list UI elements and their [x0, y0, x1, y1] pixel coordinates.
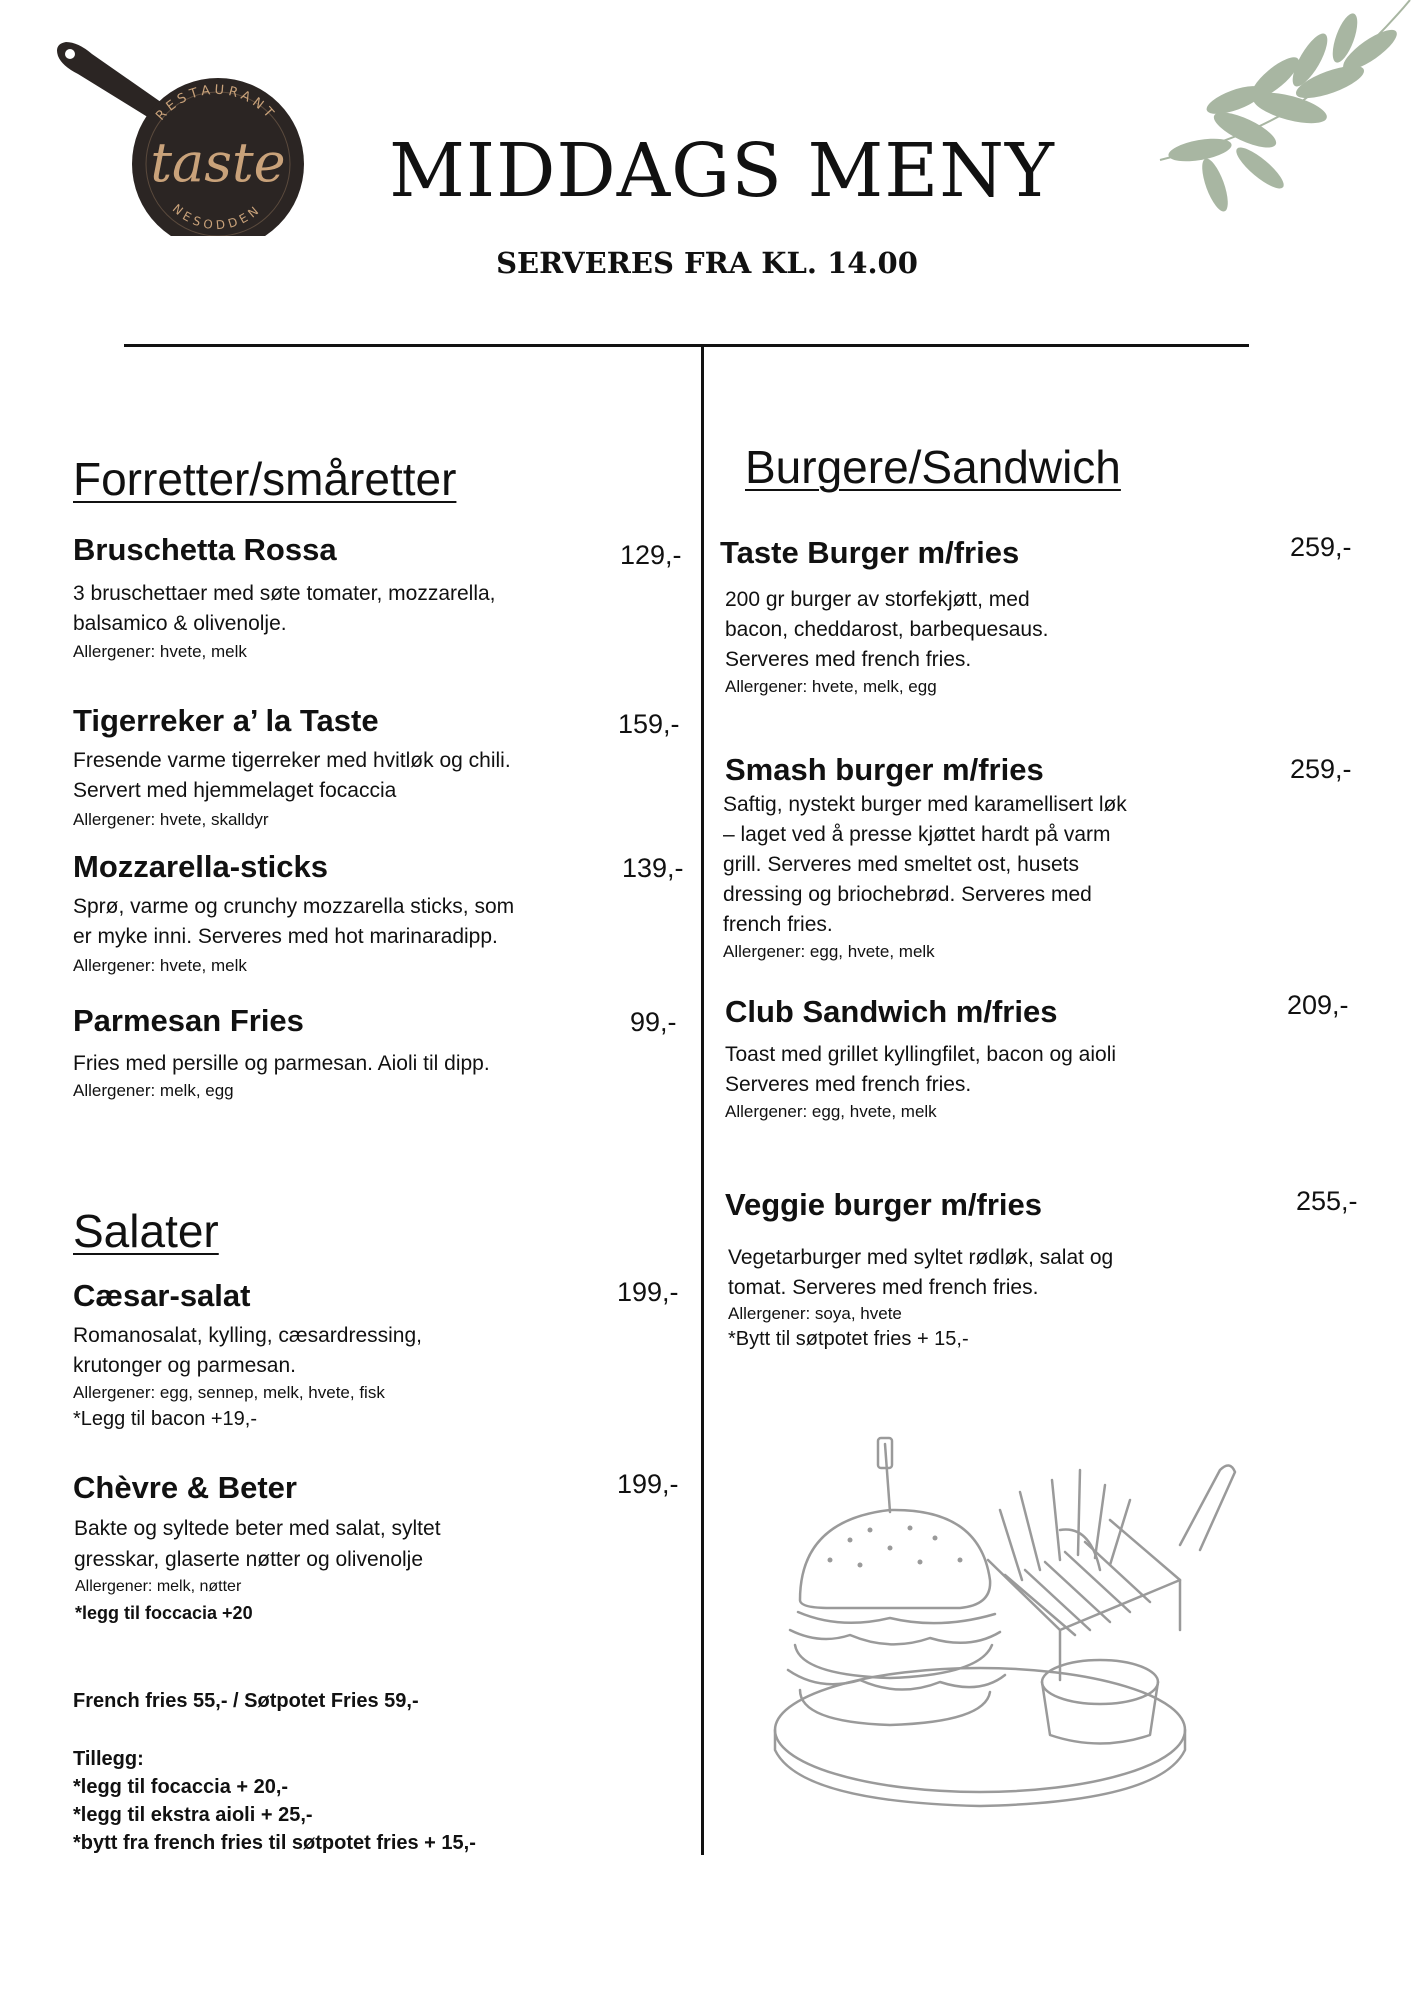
- item-allergens: Allergener: soya, hvete: [728, 1304, 902, 1323]
- item-name: Tigerreker a’ la Taste: [73, 703, 379, 738]
- item-desc-line: tomat. Serveres med french fries.: [728, 1276, 1039, 1299]
- column-divider: [701, 345, 704, 1855]
- item-price: 159,-: [618, 709, 680, 739]
- item-name: Mozzarella-sticks: [73, 849, 328, 884]
- item-name: Cæsar-salat: [73, 1278, 251, 1313]
- item-extra: *Bytt til søtpotet fries + 15,-: [728, 1328, 969, 1350]
- item-name: Bruschetta Rossa: [73, 532, 337, 567]
- item-desc-line: gresskar, glaserte nøtter og olivenolje: [74, 1548, 424, 1571]
- item-price: 199,-: [617, 1277, 679, 1307]
- item-extra: *Legg til bacon +19,-: [73, 1408, 258, 1430]
- item-desc-line: Saftig, nystekt burger med karamellisert løk: [723, 793, 1127, 816]
- item-desc-line: Toast med grillet kyllingfilet, bacon og aioli: [725, 1043, 1117, 1066]
- item-price: 199,-: [617, 1469, 679, 1499]
- extras-heading: Tillegg:: [73, 1748, 144, 1770]
- item-desc-line: balsamico & olivenolje.: [73, 612, 287, 635]
- item-desc-line: Serveres med french fries.: [725, 648, 972, 671]
- extras-line: *legg til focaccia + 20,-: [73, 1776, 289, 1798]
- logo-arc-bottom: NESODDEN: [169, 201, 265, 233]
- item-desc-line: grill. Serveres med smeltet ost, husets: [723, 853, 1079, 876]
- item-desc-line: Fries med persille og parmesan. Aioli til dipp.: [73, 1052, 490, 1075]
- page-title: MIDDAGS MENY: [389, 128, 1055, 214]
- item-price: 209,-: [1287, 990, 1349, 1020]
- item-price: 255,-: [1296, 1186, 1358, 1216]
- item-allergens: Allergener: hvete, melk: [73, 956, 247, 975]
- item-allergens: Allergener: egg, hvete, melk: [725, 1102, 937, 1121]
- item-allergens: Allergener: hvete, melk, egg: [725, 677, 937, 696]
- item-desc-line: Serveres med french fries.: [725, 1073, 972, 1096]
- item-allergens: Allergener: hvete, skalldyr: [73, 810, 269, 829]
- item-name: Parmesan Fries: [73, 1003, 304, 1038]
- extras-line: *legg til ekstra aioli + 25,-: [73, 1804, 313, 1826]
- item-desc-line: bacon, cheddarost, barbequesaus.: [725, 618, 1049, 641]
- item-desc-line: 3 bruschettaer med søte tomater, mozzarella,: [73, 582, 496, 605]
- item-desc-line: Bakte og syltede beter med salat, syltet: [74, 1517, 441, 1540]
- logo-arc-top: RESTAURANT: [153, 82, 279, 124]
- item-desc-line: er myke inni. Serveres med hot marinaradipp.: [73, 925, 498, 948]
- item-desc-line: Vegetarburger med syltet rødløk, salat og: [728, 1246, 1114, 1269]
- item-desc-line: Sprø, varme og crunchy mozzarella sticks, som: [73, 895, 515, 918]
- item-price: 259,-: [1290, 754, 1352, 784]
- burger-and-fries-illustration: [760, 1430, 1240, 1810]
- section-title-salads: Salater: [73, 1205, 219, 1257]
- item-name: Veggie burger m/fries: [725, 1187, 1042, 1222]
- leaves-icon: [1140, 0, 1414, 215]
- item-name: Club Sandwich m/fries: [725, 994, 1058, 1029]
- section-title-starters: Forretter/småretter: [73, 453, 457, 505]
- item-name: Taste Burger m/fries: [720, 535, 1020, 570]
- fries-prices: French fries 55,- / Søtpotet Fries 59,-: [73, 1690, 419, 1712]
- item-name: Smash burger m/fries: [725, 752, 1044, 787]
- item-allergens: Allergener: egg, hvete, melk: [723, 942, 935, 961]
- item-desc-line: Romanosalat, kylling, cæsardressing,: [73, 1324, 422, 1347]
- item-allergens: Allergener: melk, nøtter: [75, 1578, 242, 1595]
- logo-name: taste: [150, 131, 286, 194]
- item-price: 259,-: [1290, 532, 1352, 562]
- item-desc-line: french fries.: [723, 913, 833, 936]
- item-desc-line: Servert med hjemmelaget focaccia: [73, 779, 397, 802]
- extras-line: *bytt fra french fries til søtpotet fries + 15,-: [73, 1832, 476, 1854]
- header-divider: [124, 344, 1249, 347]
- item-price: 139,-: [622, 853, 684, 883]
- item-allergens: Allergener: hvete, melk: [73, 642, 247, 661]
- item-desc-line: – laget ved å presse kjøttet hardt på varm: [723, 823, 1111, 846]
- section-title-burgers: Burgere/Sandwich: [745, 441, 1121, 493]
- item-desc-line: krutonger og parmesan.: [73, 1354, 296, 1377]
- item-allergens: Allergener: melk, egg: [73, 1081, 234, 1100]
- item-allergens: Allergener: egg, sennep, melk, hvete, fisk: [73, 1383, 385, 1402]
- item-desc-line: 200 gr burger av storfekjøtt, med: [725, 588, 1030, 611]
- item-desc-line: dressing og briochebrød. Serveres med: [723, 883, 1092, 906]
- item-extra: *legg til foccacia +20: [75, 1603, 253, 1623]
- item-price: 99,-: [630, 1007, 677, 1037]
- item-name: Chèvre & Beter: [73, 1470, 297, 1505]
- item-desc-line: Fresende varme tigerreker med hvitløk og chili.: [73, 749, 511, 772]
- item-price: 129,-: [620, 540, 682, 570]
- page-subtitle: SERVERES FRA KL. 14.00: [496, 246, 918, 280]
